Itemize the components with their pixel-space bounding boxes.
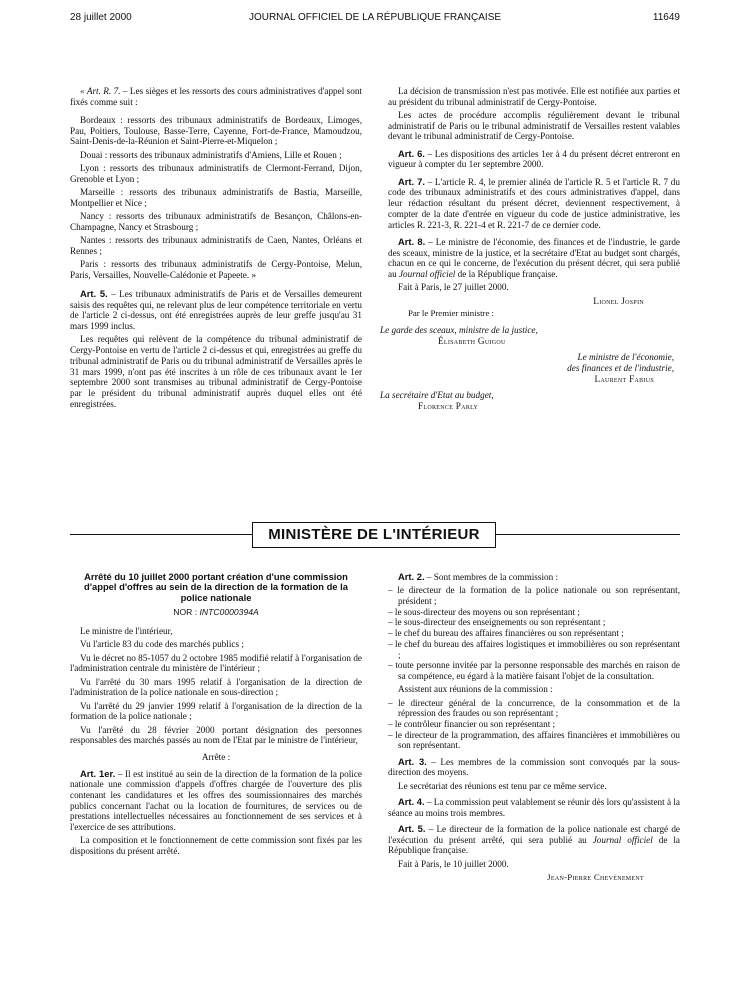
court-nancy: Nancy : ressorts des tribunaux administratifs de Besançon, Châlons-en-Champagne, Nancy et Strasbourg ;: [70, 211, 362, 232]
vu-5: Vu l'arrêté du 28 février 2000 portant désignation des personnes responsables des marchés passés au nom de l'Etat par le ministre de l'intérieur,: [70, 724, 362, 746]
decree-article-2: [388, 572, 680, 583]
decree-article-3: [388, 757, 680, 778]
decree-article-4-text: – La commission peut valablement se réunir dès lors qu'assistent à la séance au moins trois membres.: [388, 796, 680, 818]
economy-minister-title-1: Le ministre de l'économie,: [577, 352, 674, 363]
decree-article-5-label: Art. 5.: [398, 822, 426, 834]
nor-reference: [70, 607, 362, 618]
decree-article-3-paragraph-2: Le secrétariat des réunions est tenu par ce même service.: [398, 780, 607, 791]
member-list: [388, 585, 680, 681]
nor-label: NOR :: [173, 607, 200, 618]
list-item: – le sous-directeur des moyens ou son représentant ;: [388, 607, 680, 618]
article-8-label: Art. 8.: [398, 235, 426, 247]
vu-3: Vu l'arrêté du 30 mars 1995 relatif à l'organisation de la direction de l'administration de la police nationale en sous-direction ;: [70, 676, 362, 698]
decree-article-1-text: – Il est institué au sein de la direction de la formation de la police nationale une commission d'appels d'offres chargée de l'ouverture des plis contenant les candidatures et les offres des soumissionnaires des marchés publics concernant l'achat ou la location de fournitures, de services ou de prestations intellectuelles nécessaires au fonctionnement de ses services et à l'exercice de ses attributions.: [70, 768, 362, 833]
header-date: 28 juillet 2000: [70, 12, 132, 23]
right-bottom-column: [388, 572, 680, 885]
article-r7-label: « Art. R. 7.: [80, 86, 121, 96]
decree-article-1: [70, 769, 362, 833]
arrete-label: Arrête :: [201, 751, 231, 762]
journal-officiel-ref: Journal officiel: [592, 834, 653, 845]
assistant-list: [388, 698, 680, 752]
list-item: – le contrôleur financier ou son représentant ;: [388, 719, 680, 730]
header-page-number: 11649: [652, 12, 680, 23]
transmission-paragraph: La décision de transmission n'est pas motivée. Elle est notifiée aux parties et au président du tribunal administratif de Cergy-Pontoise.: [388, 86, 680, 107]
court-paris: Paris : ressorts des tribunaux administratifs de Cergy-Pontoise, Melun, Paris, Versailles, Nouvelle-Calédonie et Papeete. »: [70, 259, 362, 280]
decree-article-1-paragraph-2: La composition et le fonctionnement de cette commission sont fixés par les dispositions du présent arrêté.: [70, 835, 362, 857]
article-r7: [70, 86, 362, 107]
banner-rule-right: [496, 534, 680, 535]
list-item: – le chef du bureau des affaires financières ou son représentant ;: [388, 628, 680, 639]
article-r7-text: – Les sièges et les ressorts des cours administratives d'appel sont fixés comme suit :: [70, 86, 362, 107]
page-header: [70, 12, 680, 26]
assistants-intro: Assistent aux réunions de la commission :: [398, 684, 553, 695]
par-le-premier-ministre: Par le Premier ministre :: [408, 308, 494, 319]
article-7-label: Art. 7.: [398, 175, 425, 187]
left-bottom-column: [70, 572, 362, 859]
article-8-text: – Le ministre de l'économie, des finances et de l'industrie, le garde des sceaux, ministre de la justice, et la secrétaire d'Etat au budget sont chargés, chacun en ce qui le concerne, de l'exécution du présent décret, qui sera publié au: [388, 236, 680, 279]
signature-economy-minister: Laurent Fabius: [594, 373, 654, 384]
decree-article-3-text: – Les membres de la commission sont convoqués par la sous-direction des moyens.: [388, 756, 680, 778]
article-6-text: – Les dispositions des articles 1er à 4 du présent décret entreront en vigueur à compter du 1er septembre 2000.: [388, 148, 680, 170]
article-8: [388, 237, 680, 280]
vu-1: Vu l'article 83 du code des marchés publics ;: [80, 639, 244, 650]
list-item: – le directeur de la formation de la police nationale ou son représentant, président ;: [388, 585, 680, 606]
decree-article-3-label: Art. 3.: [398, 755, 427, 767]
list-item: – le sous-directeur des enseignements ou son représentant ;: [388, 617, 680, 628]
court-nantes: Nantes : ressorts des tribunaux administratifs de Caen, Nantes, Orléans et Rennes ;: [70, 235, 362, 256]
procedure-paragraph: Les actes de procédure accomplis régulièrement devant le tribunal administratif de Paris ou le tribunal administratif de Versailles restent valables devant le tribunal administratif de Cergy-Pontoise.: [388, 110, 680, 142]
court-marseille: Marseille : ressorts des tribunaux administratifs de Bastia, Marseille, Montpellier et Nice ;: [70, 187, 362, 208]
signature-budget-secretary: Florence Parly: [418, 401, 479, 412]
article-6-label: Art. 6.: [398, 147, 425, 159]
economy-minister-title-2: des finances et de l'industrie,: [567, 363, 674, 374]
list-item: – le directeur de la programmation, des affaires financières et immobilières ou son représentant.: [388, 730, 680, 751]
article-5: [70, 289, 362, 332]
journal-officiel-ref: Journal officiel: [398, 268, 456, 279]
decree-article-4: [388, 797, 680, 818]
budget-secretary-title: La secrétaire d'Etat au budget,: [380, 390, 494, 401]
justice-minister-title: Le garde des sceaux, ministre de la justice,: [380, 324, 538, 335]
nor-code: INTC0000394A: [199, 607, 259, 618]
vu-4: Vu l'arrêté du 29 janvier 1999 relatif à l'organisation de la direction de la formation de la police nationale ;: [70, 700, 362, 722]
list-item: – toute personne invitée par la personne responsable des marchés en raison de sa compétence, eu égard à la matière faisant l'objet de la consultation.: [388, 660, 680, 681]
court-bordeaux: Bordeaux : ressorts des tribunaux administratifs de Bordeaux, Limoges, Pau, Poitiers, Toulouse, Basse-Terre, Cayenne, Fort-de-France, Mamoudzou, Saint-Denis-de-la-Réunion et Saint-Pierre-et-Miquelon ;: [70, 115, 362, 147]
vu-2: Vu le décret no 85-1057 du 2 octobre 1985 modifié relatif à l'organisation de l'administration centrale du ministère de l'intérieur ;: [70, 652, 362, 674]
decree-fait-a-paris: Fait à Paris, le 10 juillet 2000.: [398, 858, 509, 869]
article-7-text: – L'article R. 4, le premier alinéa de l'article R. 5 et l'article R. 7 du code des tribunaux administratifs et des cours administratives d'appel, dans leur rédaction résultant du présent décret, deviennent respectivement, à compter de la date d'entrée en vigueur du code de justice administrative, les articles R. 221-3, R. 221-4 et R. 221-7 de ce dernier code.: [388, 176, 680, 230]
minister-intro: Le ministre de l'intérieur,: [80, 625, 173, 636]
signature-prime-minister: Lionel Jospin: [593, 295, 644, 306]
decree-article-5-end: de la République française.: [388, 834, 680, 856]
signature-justice-minister: Élisabeth Guigou: [438, 335, 506, 346]
signature-interior-minister: Jean-Pierre Chevènement: [547, 871, 644, 882]
fait-a-paris: Fait à Paris, le 27 juillet 2000.: [398, 282, 509, 293]
decree-article-1-label: Art. 1er.: [80, 767, 116, 779]
decree-article-5-text: – Le directeur de la formation de la police nationale est chargé de l'exécution du présent arrêté, qui sera publié au: [388, 823, 680, 845]
ministry-banner: MINISTÈRE DE L'INTÉRIEUR: [252, 522, 496, 548]
list-item: – le chef du bureau des affaires logistiques et immobilières ou son représentant ;: [388, 639, 680, 660]
court-douai: Douai : ressorts des tribunaux administratifs d'Amiens, Lille et Rouen ;: [80, 149, 342, 160]
decree-article-2-text: – Sont membres de la commission :: [424, 572, 559, 582]
right-top-column: [380, 86, 680, 412]
decree-title: Arrêté du 10 juillet 2000 portant création d'une commission d'appel d'offres au sein de la direction de la formation de la police nationale: [84, 571, 348, 603]
article-5-label: Art. 5.: [80, 288, 108, 299]
banner-rule-left: [70, 534, 252, 535]
decree-article-2-label: Art. 2.: [398, 571, 425, 582]
article-8-end: de la République française.: [455, 268, 558, 279]
court-lyon: Lyon : ressorts des tribunaux administratifs de Clermont-Ferrand, Dijon, Grenoble et Lyon ;: [70, 163, 362, 184]
decree-article-4-label: Art. 4.: [398, 795, 425, 807]
list-item: – le directeur général de la concurrence, de la consommation et de la répression des fraudes ou son représentant ;: [388, 698, 680, 719]
article-5-paragraph-2: Les requêtes qui relèvent de la compétence du tribunal administratif de Cergy-Pontoise en vertu de l'article 2 ci-dessus et qui, enregistrées au greffe du tribunal administratif de Paris ou du tribunal administratif de Versailles après le 31 mars 1999, n'ont pas été inscrites à un rôle de ces tribunaux avant le 1er septembre 2000 sont transmises au tribunal administratif de Cergy-Pontoise par le président du tribunal administratif auprès duquel elles ont été enregistrées.: [70, 334, 362, 409]
header-journal-title: JOURNAL OFFICIEL DE LA RÉPUBLIQUE FRANÇAISE: [248, 12, 502, 23]
article-6: [388, 149, 680, 170]
article-7: [388, 177, 680, 231]
article-5-text: – Les tribunaux administratifs de Paris et de Versailles demeurent saisis des requêtes qui, ne relevant plus de leur compétence territoriale en vertu de l'article 2 ci-dessus, ont été enregistrées auprès de leur greffe jusqu'au 31 mars 1999 inclus.: [70, 289, 363, 332]
left-top-column: [70, 86, 362, 412]
decree-article-5: [388, 824, 680, 856]
